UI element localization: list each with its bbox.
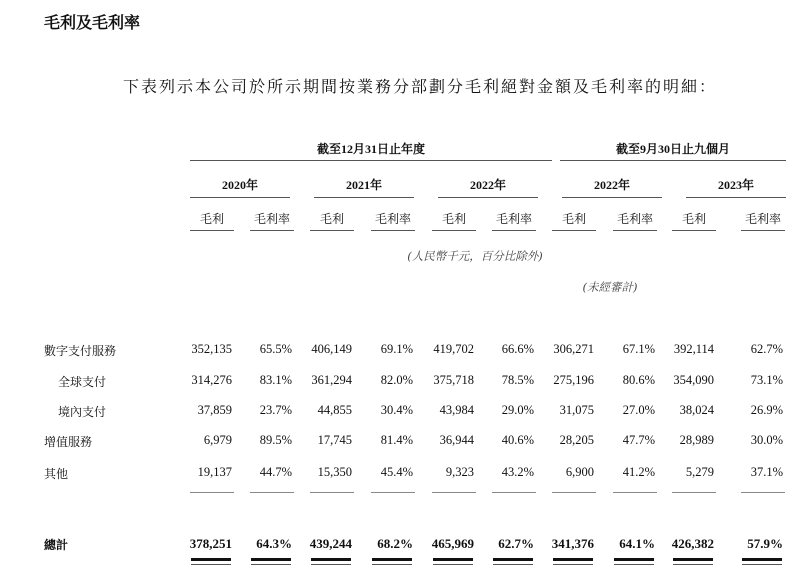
cell-value: 43,984	[439, 403, 474, 417]
divider	[613, 492, 657, 493]
cell-value: 17,745	[317, 433, 352, 447]
year-header: 2021年	[345, 178, 382, 192]
sub-header: 毛利	[561, 212, 586, 226]
sub-header: 毛利	[319, 212, 344, 226]
period-nine-header: 截至9月30日止九個月	[615, 142, 730, 156]
cell-value: 9,323	[445, 465, 474, 479]
row-label: 全球支付	[58, 375, 107, 389]
total-value: 465,969	[431, 536, 474, 551]
cell-value: 29.0%	[501, 403, 534, 417]
table-row	[0, 465, 800, 485]
total-value: 64.1%	[619, 536, 655, 551]
total-value: 57.9%	[747, 536, 783, 551]
cell-value: 28,205	[559, 433, 594, 447]
divider	[314, 197, 414, 198]
cell-value: 30.0%	[750, 433, 783, 447]
divider	[371, 230, 415, 231]
total-value: 341,376	[551, 536, 594, 551]
row-label: 數字支付服務	[44, 344, 117, 358]
sub-header: 毛利率	[374, 212, 411, 226]
double-underline	[191, 558, 231, 565]
divider	[310, 492, 354, 493]
total-value: 62.7%	[498, 536, 534, 551]
divider	[250, 230, 294, 231]
cell-value: 306,271	[553, 342, 594, 356]
cell-value: 38,024	[679, 403, 714, 417]
row-label: 增值服務	[44, 435, 93, 449]
cell-value: 44,855	[317, 403, 352, 417]
intro-text: 下表列示本公司於所示期間按業務分部劃分毛利絕對金額及毛利率的明細：	[122, 77, 717, 96]
cell-value: 31,075	[559, 403, 594, 417]
divider	[741, 230, 785, 231]
double-underline	[372, 558, 412, 565]
row-label: 總計	[44, 538, 69, 552]
divider	[438, 197, 538, 198]
cell-value: 62.7%	[750, 342, 783, 356]
double-underline	[614, 558, 654, 565]
table-row	[0, 403, 800, 423]
cell-value: 47.7%	[622, 433, 655, 447]
divider	[190, 197, 290, 198]
total-value: 68.2%	[377, 536, 413, 551]
divider	[560, 160, 786, 161]
year-header: 2020年	[221, 178, 258, 192]
divider	[250, 492, 294, 493]
cell-value: 19,137	[197, 465, 232, 479]
cell-value: 82.0%	[380, 373, 413, 387]
divider	[190, 230, 234, 231]
double-underline	[673, 558, 713, 565]
divider	[190, 492, 234, 493]
double-underline	[742, 558, 782, 565]
double-underline	[311, 558, 351, 565]
table-row	[0, 433, 800, 453]
sub-header: 毛利	[441, 212, 466, 226]
row-label: 境內支付	[58, 405, 107, 419]
row-label: 其他	[44, 467, 69, 481]
divider	[310, 230, 354, 231]
divider	[672, 230, 716, 231]
total-value: 378,251	[189, 536, 232, 551]
divider	[552, 230, 596, 231]
cell-value: 43.2%	[501, 465, 534, 479]
divider	[613, 230, 657, 231]
cell-value: 6,979	[203, 433, 232, 447]
table-row	[0, 373, 800, 393]
sub-header: 毛利率	[495, 212, 532, 226]
divider	[432, 230, 476, 231]
cell-value: 78.5%	[501, 373, 534, 387]
divider	[492, 492, 536, 493]
year-header: 2022年	[593, 178, 630, 192]
double-underline	[251, 558, 291, 565]
year-header: 2023年	[717, 178, 754, 192]
divider	[672, 492, 716, 493]
cell-value: 40.6%	[501, 433, 534, 447]
sub-header: 毛利率	[744, 212, 781, 226]
cell-value: 69.1%	[380, 342, 413, 356]
divider	[190, 160, 552, 161]
cell-value: 89.5%	[259, 433, 292, 447]
cell-value: 45.4%	[380, 465, 413, 479]
sub-header: 毛利率	[253, 212, 290, 226]
unit-note: (人民幣千元，百分比除外)	[407, 249, 543, 263]
cell-value: 81.4%	[380, 433, 413, 447]
cell-value: 23.7%	[259, 403, 292, 417]
cell-value: 314,276	[191, 373, 232, 387]
cell-value: 37,859	[197, 403, 232, 417]
cell-value: 26.9%	[750, 403, 783, 417]
cell-value: 28,989	[679, 433, 714, 447]
total-value: 426,382	[671, 536, 714, 551]
double-underline	[553, 558, 593, 565]
divider	[562, 197, 662, 198]
cell-value: 6,900	[565, 465, 594, 479]
double-underline	[433, 558, 473, 565]
table-row	[0, 342, 800, 362]
sub-header: 毛利率	[616, 212, 653, 226]
cell-value: 36,944	[439, 433, 474, 447]
total-value: 439,244	[309, 536, 352, 551]
cell-value: 375,718	[433, 373, 474, 387]
double-underline	[493, 558, 533, 565]
total-value: 64.3%	[256, 536, 292, 551]
section-title: 毛利及毛利率	[44, 13, 141, 32]
cell-value: 5,279	[685, 465, 714, 479]
total-row	[0, 536, 800, 556]
cell-value: 67.1%	[622, 342, 655, 356]
cell-value: 44.7%	[259, 465, 292, 479]
cell-value: 41.2%	[622, 465, 655, 479]
cell-value: 15,350	[317, 465, 352, 479]
divider	[552, 492, 596, 493]
cell-value: 65.5%	[259, 342, 292, 356]
cell-value: 275,196	[553, 373, 594, 387]
period-annual-header: 截至12月31日止年度	[316, 142, 425, 156]
cell-value: 419,702	[433, 342, 474, 356]
unaudited-note: (未經審計)	[582, 280, 638, 294]
cell-value: 406,149	[311, 342, 352, 356]
cell-value: 80.6%	[622, 373, 655, 387]
cell-value: 392,114	[673, 342, 714, 356]
sub-header: 毛利	[199, 212, 224, 226]
divider	[432, 492, 476, 493]
cell-value: 30.4%	[380, 403, 413, 417]
divider	[741, 492, 785, 493]
cell-value: 83.1%	[259, 373, 292, 387]
cell-value: 66.6%	[501, 342, 534, 356]
cell-value: 27.0%	[622, 403, 655, 417]
year-header: 2022年	[469, 178, 506, 192]
cell-value: 354,090	[673, 373, 714, 387]
cell-value: 73.1%	[750, 373, 783, 387]
cell-value: 361,294	[311, 373, 352, 387]
divider	[492, 230, 536, 231]
divider	[371, 492, 415, 493]
divider	[686, 197, 786, 198]
cell-value: 37.1%	[750, 465, 783, 479]
sub-header: 毛利	[681, 212, 706, 226]
cell-value: 352,135	[191, 342, 232, 356]
